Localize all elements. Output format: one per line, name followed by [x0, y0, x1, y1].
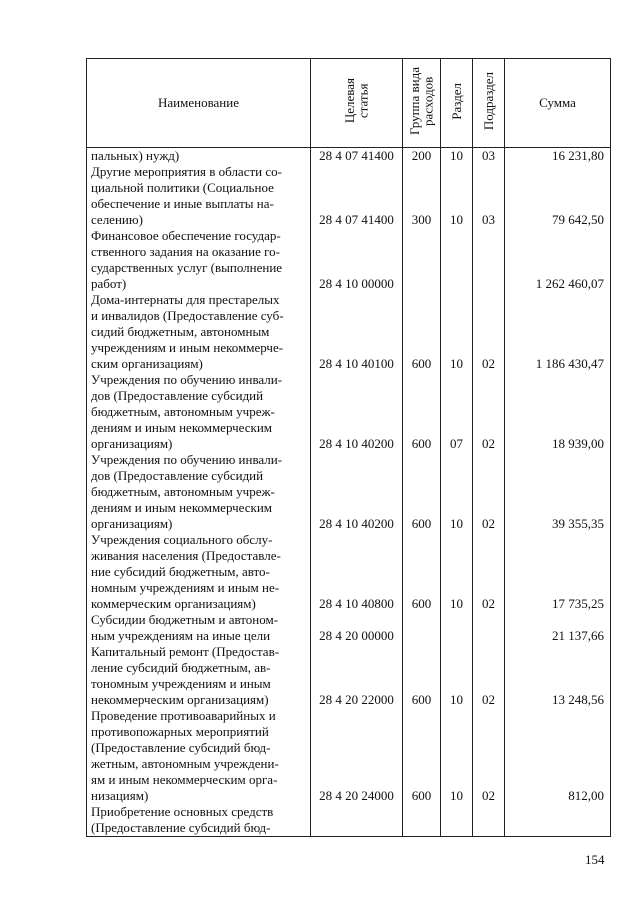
row-expense-group — [403, 228, 441, 292]
row-expense-group: 300 — [403, 164, 441, 228]
row-name-line: некоммерческим организациям) — [91, 692, 269, 707]
row-sum: 1 262 460,07 — [505, 228, 611, 292]
row-name-line: Учреждения социального обслу- — [91, 532, 273, 547]
row-target-article: 28 4 10 40200 — [311, 372, 403, 452]
row-name — [87, 292, 311, 372]
row-target-article: 28 4 20 22000 — [311, 644, 403, 708]
header-subsection-text: Подраздел — [480, 71, 496, 131]
row-section: 10 — [441, 644, 473, 708]
row-expense-group: 600 — [403, 372, 441, 452]
page-number: 154 — [585, 852, 605, 867]
row-name-line: циальной политики (Социальное — [91, 180, 274, 195]
row-name-line: Учреждения по обучению инвали- — [91, 372, 283, 387]
row-name-line: ским организациям) — [91, 356, 203, 371]
row-name-line: Учреждения по обучению инвали- — [91, 452, 283, 467]
row-name-line: и инвалидов (Предоставление суб- — [91, 308, 284, 323]
row-subsection — [473, 804, 505, 837]
row-name-line: Финансовое обеспечение государ- — [91, 228, 281, 243]
row-section: 07 — [441, 372, 473, 452]
row-subsection: 02 — [473, 372, 505, 452]
row-section: 10 — [441, 164, 473, 228]
row-name-line: жетным, автономным учреждени- — [91, 756, 279, 771]
row-name-line: Дома-интернаты для престарелых — [91, 292, 280, 307]
row-target-article: 28 4 10 40200 — [311, 452, 403, 532]
row-subsection — [473, 612, 505, 644]
row-name-line: дов (Предоставление субсидий — [91, 388, 264, 403]
row-section — [441, 804, 473, 837]
row-name-line: ным учреждениям на иные цели — [91, 628, 271, 643]
header-expense-group — [403, 59, 441, 148]
row-name — [87, 612, 311, 644]
row-name-line: дениям и иным некоммерческим — [91, 420, 273, 435]
row-section: 10 — [441, 532, 473, 612]
row-expense-group: 600 — [403, 644, 441, 708]
table-row — [87, 644, 611, 708]
row-section — [441, 228, 473, 292]
row-name-line: работ) — [91, 276, 127, 291]
row-section: 10 — [441, 148, 473, 165]
header-subsection — [473, 59, 505, 148]
table-row — [87, 452, 611, 532]
table-header-row — [87, 59, 611, 148]
header-target-article-text: Целевая статья — [341, 78, 371, 124]
row-name-line: коммерческим организациям) — [91, 596, 256, 611]
header-section — [441, 59, 473, 148]
table-row — [87, 532, 611, 612]
row-target-article: 28 4 10 40100 — [311, 292, 403, 372]
row-name-line: Капитальный ремонт (Предостав- — [91, 644, 280, 659]
row-name-line: учреждениям и иным некоммерче- — [91, 340, 284, 355]
row-expense-group: 200 — [403, 148, 441, 165]
budget-table — [86, 58, 611, 837]
row-name-line: противопожарных мероприятий — [91, 724, 269, 739]
row-name — [87, 164, 311, 228]
row-name-line: низациям) — [91, 788, 149, 803]
row-sum: 812,00 — [505, 708, 611, 804]
row-target-article: 28 4 07 41400 — [311, 164, 403, 228]
header-expense-group-text: Группа вида расходов — [406, 67, 436, 135]
table-row — [87, 228, 611, 292]
table-row — [87, 612, 611, 644]
row-sum: 1 186 430,47 — [505, 292, 611, 372]
table-body — [87, 148, 611, 837]
row-name-line: дениям и иным некоммерческим — [91, 500, 273, 515]
table-row — [87, 372, 611, 452]
row-name — [87, 148, 311, 165]
row-name-line: сидий бюджетным, автономным — [91, 324, 270, 339]
row-expense-group — [403, 612, 441, 644]
table-row — [87, 804, 611, 837]
header-sum: Сумма — [505, 59, 611, 148]
row-subsection: 03 — [473, 148, 505, 165]
row-expense-group — [403, 804, 441, 837]
row-section: 10 — [441, 708, 473, 804]
row-subsection: 02 — [473, 452, 505, 532]
row-subsection — [473, 228, 505, 292]
row-name — [87, 644, 311, 708]
row-subsection: 02 — [473, 292, 505, 372]
row-name-line: номным учреждениям и иным не- — [91, 580, 280, 595]
row-subsection: 02 — [473, 532, 505, 612]
row-expense-group: 600 — [403, 452, 441, 532]
row-sum: 21 137,66 — [505, 612, 611, 644]
row-name-line: селению) — [91, 212, 143, 227]
row-name-line: ление субсидий бюджетным, ав- — [91, 660, 271, 675]
header-name: Наименование — [87, 59, 311, 148]
row-name-line: (Предоставление субсидий бюд- — [91, 820, 271, 835]
row-target-article: 28 4 10 00000 — [311, 228, 403, 292]
row-sum: 17 735,25 — [505, 532, 611, 612]
row-subsection: 03 — [473, 164, 505, 228]
header-target-article — [311, 59, 403, 148]
row-section — [441, 612, 473, 644]
row-name-line: Субсидии бюджетным и автоном- — [91, 612, 279, 627]
table-row — [87, 148, 611, 165]
row-name-line: дов (Предоставление субсидий — [91, 468, 264, 483]
table-row — [87, 164, 611, 228]
header-section-text: Раздел — [448, 82, 464, 120]
row-section: 10 — [441, 452, 473, 532]
row-name-line: бюджетным, автономным учреж- — [91, 404, 275, 419]
row-name — [87, 532, 311, 612]
row-sum: 16 231,80 — [505, 148, 611, 165]
row-name-line: ние субсидий бюджетным, авто- — [91, 564, 270, 579]
row-name — [87, 708, 311, 804]
row-sum: 79 642,50 — [505, 164, 611, 228]
row-name-line: пальных) нужд) — [91, 148, 180, 163]
row-expense-group: 600 — [403, 292, 441, 372]
row-sum: 18 939,00 — [505, 372, 611, 452]
table-row — [87, 708, 611, 804]
row-name-line: организациям) — [91, 436, 173, 451]
row-name-line: Другие мероприятия в области со- — [91, 164, 282, 179]
row-sum: 13 248,56 — [505, 644, 611, 708]
row-expense-group: 600 — [403, 708, 441, 804]
row-name-line: организациям) — [91, 516, 173, 531]
row-name-line: тономным учреждениям и иным — [91, 676, 271, 691]
row-target-article: 28 4 20 24000 — [311, 708, 403, 804]
row-sum: 39 355,35 — [505, 452, 611, 532]
row-sum — [505, 804, 611, 837]
row-subsection: 02 — [473, 644, 505, 708]
row-name-line: живания населения (Предоставле- — [91, 548, 281, 563]
row-name — [87, 804, 311, 837]
row-target-article: 28 4 20 00000 — [311, 612, 403, 644]
row-name-line: Проведение противоаварийных и — [91, 708, 276, 723]
row-name-line: ственного задания на оказание го- — [91, 244, 280, 259]
row-section: 10 — [441, 292, 473, 372]
row-name-line: бюджетным, автономным учреж- — [91, 484, 275, 499]
row-name-line: обеспечение и иные выплаты на- — [91, 196, 274, 211]
row-name-line: ям и иным некоммерческим орга- — [91, 772, 278, 787]
row-name — [87, 228, 311, 292]
row-name — [87, 372, 311, 452]
row-name-line: Приобретение основных средств — [91, 804, 274, 819]
row-target-article — [311, 804, 403, 837]
row-subsection: 02 — [473, 708, 505, 804]
table-row — [87, 292, 611, 372]
row-target-article: 28 4 07 41400 — [311, 148, 403, 165]
row-name-line: (Предоставление субсидий бюд- — [91, 740, 271, 755]
row-name — [87, 452, 311, 532]
row-name-line: сударственных услуг (выполнение — [91, 260, 283, 275]
row-expense-group: 600 — [403, 532, 441, 612]
row-target-article: 28 4 10 40800 — [311, 532, 403, 612]
